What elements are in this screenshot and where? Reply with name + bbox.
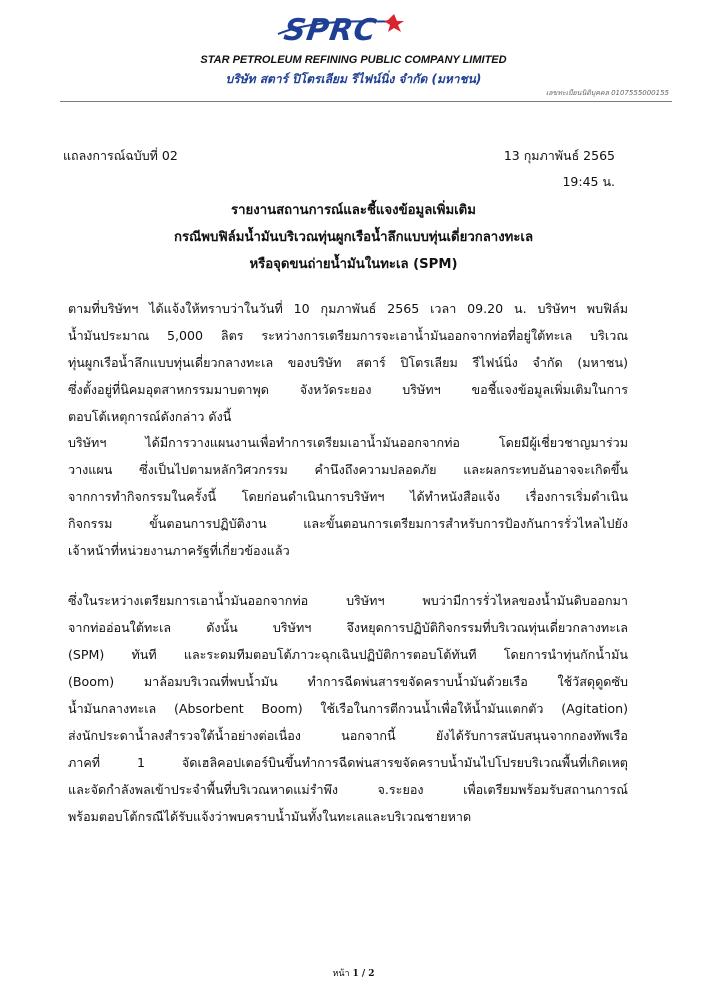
paragraph-line: (SPM) ทันที และระดมทีมตอบโต้ภาวะฉุกเฉินปฏิบัติการตอบโต้ทันที โดยการนำทุ่นกักน้ำมัน xyxy=(68,647,628,662)
paragraph-line: ส่งนักประดาน้ำลงสำรวจใต้น้ำอย่างต่อเนื่อง นอกจากนี้ ยังได้รับการสนับสนุนจากกองทัพเรือ xyxy=(68,728,628,743)
announcement-time: 19:45 น. xyxy=(562,174,615,189)
announcement-date: 13 กุมภาพันธ์ 2565 xyxy=(503,148,615,163)
paragraph-line: เจ้าหน้าที่หน่วยงานภาครัฐที่เกี่ยวข้องแล้ว xyxy=(68,543,290,558)
paragraph-line: ซึ่งในระหว่างเตรียมการเอาน้ำมันออกจากท่อ บริษัทฯ พบว่ามีการรั่วไหลของน้ำมันดิบออกมา xyxy=(68,593,628,608)
paragraph-line: ทุ่นผูกเรือน้ำลึกแบบทุ่นเดี่ยวกลางทะเล ของบริษัท สตาร์ ปิโตรเลียม รีไฟน์นิ่ง จำกัด (มหาชน) xyxy=(68,355,628,370)
company-logo xyxy=(276,12,426,50)
paragraph-line: จากการทำกิจกรรมในครั้งนี้ โดยก่อนดำเนินการบริษัทฯ ได้ทำหนังสือแจ้ง เรื่องการเริ่มดำเนิน xyxy=(68,489,628,504)
paragraph-line: จากท่ออ่อนใต้ทะเล ดังนั้น บริษัทฯ จึงหยุดการปฏิบัติกิจกรรมที่บริเวณทุ่นเดี่ยวกลางทะเล xyxy=(68,620,628,635)
paragraph-line: ซึ่งตั้งอยู่ที่นิคมอุตสาหกรรมมาบตาพุด จังหวัดระยอง บริษัทฯ ขอชี้แจงข้อมูลเพิ่มเติมในการ xyxy=(68,382,628,397)
paragraph-line: บริษัทฯ ได้มีการวางแผนงานเพื่อทำการเตรียมเอาน้ำมันออกจากท่อ โดยมีผู้เชี่ยวชาญมาร่วม xyxy=(68,435,628,450)
title-line-2: กรณีพบฟิล์มน้ำมันบริเวณทุ่นผูกเรือน้ำลึกแบบทุ่นเดี่ยวกลางทะเล xyxy=(173,230,534,245)
paragraph-line: และจัดกำลังพลเข้าประจำพื้นที่บริเวณหาดแม่รำพึง จ.ระยอง เพื่อเตรียมพร้อมรับสถานการณ์ xyxy=(68,782,628,797)
paragraph-line: ภาคที่ 1 จัดเฮลิคอปเตอร์บินขึ้นทำการฉีดพ่นสารขจัดคราบน้ำมันไปโปรยบริเวณพื้นที่เกิดเหตุ xyxy=(68,755,628,770)
paragraph-line: ตามที่บริษัทฯ ได้แจ้งให้ทราบว่าในวันที่ 10 กุมภาพันธ์ 2565 เวลา 09.20 น. บริษัทฯ พบฟิล์ม xyxy=(68,301,629,316)
paragraph-line: น้ำมันประมาณ 5,000 ลิตร ระหว่างการเตรียมการจะเอาน้ำมันออกจากท่อที่อยู่ใต้ทะเล บริเวณ xyxy=(68,328,628,343)
registration-number: เลขทะเบียนนิติบุคคล 0107555000155 xyxy=(545,89,669,97)
company-name-th: บริษัท สตาร์ ปิโตรเลียม รีไฟน์นิ่ง จำกัด (มหาชน) xyxy=(225,72,482,86)
letterhead-divider xyxy=(60,101,672,102)
page-footer xyxy=(0,966,707,980)
page-label: หน้า xyxy=(332,969,350,979)
logo-wordmark: SPRC xyxy=(281,13,380,48)
company-name-en: STAR PETROLEUM REFINING PUBLIC COMPANY LIMITED xyxy=(200,54,507,66)
page-number: 1 / 2 xyxy=(352,969,375,979)
paragraph-line: พร้อมตอบโต้กรณีได้รับแจ้งว่าพบคราบน้ำมันทั้งในทะเลและบริเวณชายหาด xyxy=(68,809,472,824)
title-line-1: รายงานสถานการณ์และชี้แจงข้อมูลเพิ่มเติม xyxy=(231,203,476,218)
paragraph-line: (Boom) มาล้อมบริเวณที่พบน้ำมัน ทำการฉีดพ่นสารขจัดคราบน้ำมันด้วยเรือ ใช้วัสดุดูดซับ xyxy=(68,674,628,689)
paragraph-line: น้ำมันกลางทะเล (Absorbent Boom) ใช้เรือในการตีกวนน้ำเพื่อให้น้ำมันแตกตัว (Agitation) xyxy=(68,701,628,716)
paragraph-line: ตอบโต้เหตุการณ์ดังกล่าว ดังนี้ xyxy=(68,409,232,424)
announcement-number: แถลงการณ์ฉบับที่ 02 xyxy=(63,148,178,163)
title-line-3: หรือจุดขนถ่ายน้ำมันในทะเล (SPM) xyxy=(249,257,458,272)
paragraph-line: กิจกรรม ขั้นตอนการปฏิบัติงาน และขั้นตอนการเตรียมการสำหรับการป้องกันการรั่วไหลไปยัง xyxy=(68,516,628,531)
paragraph-line: วางแผน ซึ่งเป็นไปตามหลักวิศวกรรม คำนึงถึงความปลอดภัย และผลกระทบอันอาจจะเกิดขึ้น xyxy=(68,462,628,477)
